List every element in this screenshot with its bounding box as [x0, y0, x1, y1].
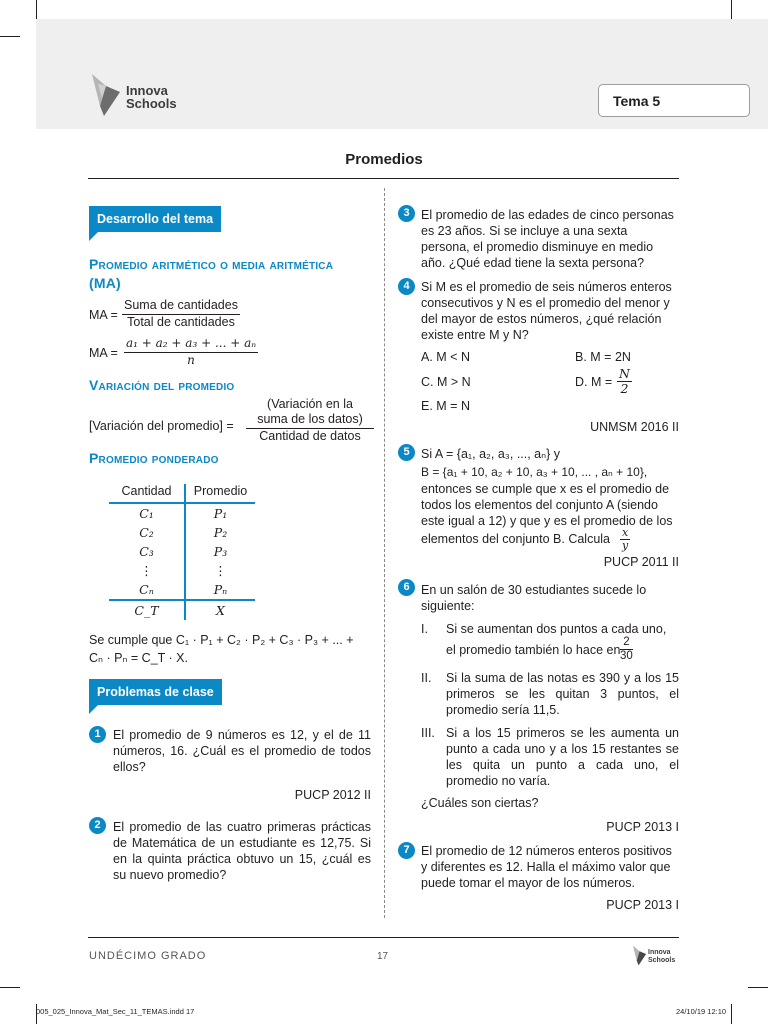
heading-promedio-aritmetico: Promedio aritmético o media aritmética [89, 256, 334, 272]
problem-number-7: 7 [398, 842, 415, 859]
problem-4-option-d-fraction [617, 368, 632, 395]
brand-line-2: Schools [126, 96, 177, 111]
problem-5-line-4: elementos del conjunto B. Calcula [421, 532, 611, 546]
problem-4-source: UNMSM 2016 II [590, 420, 679, 434]
variacion-formula-numerator: (Variación en la suma de los datos) [246, 397, 374, 429]
brand-logo [90, 70, 177, 118]
table-row [109, 542, 255, 561]
tema-label: Tema 5 [598, 84, 750, 117]
problem-6-item-3-text: Si a los 15 primeros se les aumenta un punto a cada uno y a los 15 restantes se les quita un punto a cada uno, el promedio no varía. [446, 726, 679, 788]
table-cell: P₁ [213, 506, 228, 521]
heading-ma: (MA) [89, 275, 121, 291]
problem-6-question: ¿Cuáles son ciertas? [421, 796, 539, 810]
footer-divider [88, 937, 679, 938]
table-cell: ⋮ [214, 564, 227, 578]
problem-7-source: PUCP 2013 I [606, 898, 679, 912]
tag-desarrollo: Desarrollo del tema [89, 206, 221, 232]
table-cell: C₁ [109, 503, 185, 523]
problem-4-option-b: B. M = 2N [575, 350, 631, 364]
problem-6-item-1-line-2: el promedio también lo hace en [446, 643, 621, 657]
problem-4-option-d: D. M = [575, 375, 613, 389]
table-total-row [109, 600, 255, 620]
crop-mark [0, 987, 20, 988]
imprint-date: 24/10/19 12:10 [676, 1007, 727, 1016]
column-divider [384, 188, 385, 918]
heading-ponderado: Promedio ponderado [89, 450, 219, 466]
se-cumple-line-2: Cₙ · Pₙ = C_T · X. [89, 651, 188, 665]
footer-logo-line-2: Schools [648, 957, 676, 964]
ma-formula-lhs: MA = [89, 308, 118, 322]
problem-6-text: En un salón de 30 estudiantes sucede lo siguiente: [421, 583, 647, 613]
problem-7-text: El promedio de 12 números enteros positivos y diferentes es 12. Halla el máximo valor que puede tomar el mayor de los números. [421, 844, 672, 890]
problem-4-option-e: E. M = N [421, 399, 470, 413]
problem-number-5: 5 [398, 444, 415, 461]
problem-5-source: PUCP 2011 II [603, 555, 679, 569]
ma2-formula-lhs: MA = [89, 346, 118, 360]
brand-line-1: Innova [126, 83, 168, 98]
problem-5-fraction-denominator: y [622, 539, 629, 552]
col-header-promedio: Promedio [185, 484, 255, 503]
problem-1-text: El promedio de 9 números es 12, y el de 11 números, 16. ¿Cuál es el promedio de todos ellos? [113, 728, 371, 774]
variacion-formula-denominator: Cantidad de datos [259, 429, 361, 443]
footer-grade: UNDÉCIMO GRADO [89, 950, 207, 962]
brand-name [126, 84, 177, 110]
heading-variacion: Variación del promedio [89, 377, 235, 393]
ma2-formula-denominator: n [187, 353, 195, 367]
table-cell: P₂ [213, 525, 228, 540]
problem-2-text: El promedio de las cuatro primeras prácticas de Matemática de un estudiante es 12,75. Si en la quinta práctica obtuvo un 15, ¿cuál es su nuevo promedio? [113, 820, 371, 882]
crop-mark [731, 1004, 732, 1024]
problem-5-fraction [620, 527, 630, 552]
problem-6-item-1-line-1: Si se aumentan dos puntos a cada uno, [446, 622, 667, 636]
tag-problemas: Problemas de clase [89, 679, 222, 705]
table-row [109, 503, 255, 523]
table-cell-total-cantidad: C_T [109, 600, 185, 620]
problem-number-1: 1 [89, 726, 106, 743]
crop-mark [0, 36, 20, 37]
problem-6-item-1-denominator: 30 [620, 650, 633, 662]
col-header-cantidad: Cantidad [109, 484, 185, 503]
problem-5-line-2: B = {a₁ + 10, a₂ + 10, a₃ + 10, ... , aₙ + 10}, [421, 465, 648, 479]
title-divider [88, 178, 679, 179]
footer-logo [632, 943, 675, 967]
page-title: Promedios [345, 151, 423, 168]
problem-6-item-2-roman: II. [421, 671, 432, 685]
table-cell: Cₙ [109, 580, 185, 600]
table-cell: P₃ [213, 544, 228, 559]
problem-4-option-d-denominator: 2 [620, 381, 629, 396]
problem-number-2: 2 [89, 817, 106, 834]
table-cell: ⋮ [109, 561, 185, 580]
ma-formula-denominator: Total de cantidades [127, 315, 235, 329]
footer-logo-icon [632, 943, 648, 967]
crop-mark [748, 987, 768, 988]
se-cumple-line-1: Se cumple que C₁ · P₁ + C₂ · P₂ + C₃ · P₃ + ... + [89, 633, 354, 647]
table-row [109, 523, 255, 542]
footer-logo-line-1: Innova [648, 949, 671, 956]
table-cell: Pₙ [213, 582, 228, 597]
table-cell: C₃ [109, 542, 185, 561]
problem-6-source: PUCP 2013 I [606, 820, 679, 834]
problem-number-6: 6 [398, 579, 415, 596]
crop-mark [36, 0, 37, 20]
problem-6-item-1-roman: I. [421, 622, 428, 636]
table-row [109, 561, 255, 580]
ma-formula-fraction [122, 298, 240, 330]
problem-number-3: 3 [398, 205, 415, 222]
table-row [109, 580, 255, 600]
problem-5-line-3: entonces se cumple que x es el promedio de todos los elementos del conjunto A (siendo este igual a 12) y que y es el promedio de los [421, 482, 673, 528]
footer-logo-text [648, 949, 675, 967]
problem-6-item-1-fraction [620, 636, 633, 663]
crop-mark [731, 0, 732, 20]
variacion-formula-fraction [246, 397, 374, 444]
problem-5-line-1: Si A = {a₁, a₂, a₃, ..., aₙ} y [421, 447, 561, 461]
problem-4-text: Si M es el promedio de seis números enteros consecutivos y N es el promedio del menor y del mayor de estos números, ¿qué relación existe entre M y N? [421, 280, 672, 342]
brand-logo-icon [90, 70, 124, 118]
problem-4-option-d-numerator: N [619, 366, 630, 381]
problem-4-option-c: C. M > N [421, 375, 471, 389]
ma2-formula-numerator: a₁ + a₂ + a₃ + ... + aₙ [124, 336, 258, 353]
problem-1-source: PUCP 2012 II [294, 788, 371, 802]
ma2-formula-fraction [124, 336, 258, 368]
tabla-promedio-ponderado [109, 484, 255, 620]
problem-6-item-1-numerator: 2 [620, 636, 633, 650]
table-cell-total-promedio: X [185, 600, 255, 620]
page-number: 17 [377, 951, 389, 962]
imprint-file: 005_025_Innova_Mat_Sec_11_TEMAS.indd 17 [36, 1007, 195, 1016]
table-cell: C₂ [109, 523, 185, 542]
variacion-formula-lhs: [Variación del promedio] = [89, 419, 234, 433]
problem-3-text: El promedio de las edades de cinco personas es 23 años. Si se incluye a una sexta persona, el promedio disminuye en medio año. ¿Qué edad tiene la sexta persona? [421, 208, 674, 270]
problem-6-item-2-text: Si la suma de las notas es 390 y a los 15 primeros se les quitan 3 puntos, el promedio sería 11,5. [446, 671, 679, 717]
problem-6-item-3-roman: III. [421, 726, 435, 740]
ma-formula-numerator: Suma de cantidades [122, 298, 240, 315]
problem-number-4: 4 [398, 278, 415, 295]
problem-4-option-a: A. M < N [421, 350, 470, 364]
problem-5-fraction-numerator: x [622, 526, 629, 539]
